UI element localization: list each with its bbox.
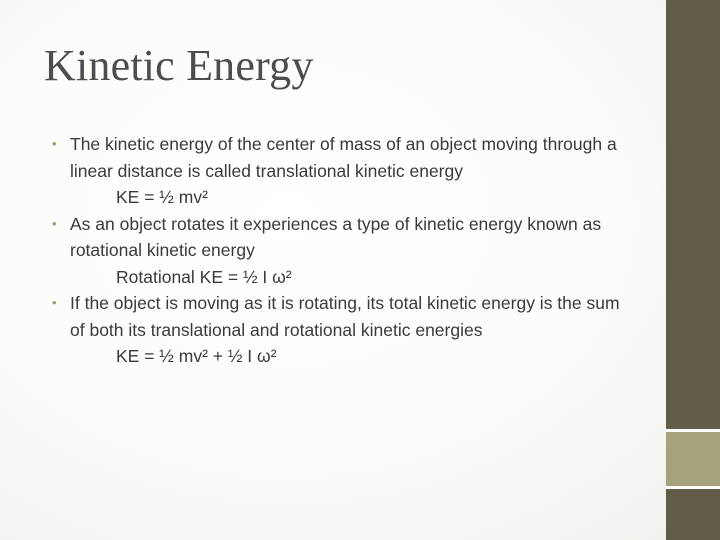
sidebar-accent-band bbox=[666, 432, 720, 486]
bullet-dot-icon: • bbox=[52, 215, 57, 231]
sidebar-divider-bottom bbox=[666, 486, 720, 489]
equation-line: KE = ½ mv² bbox=[116, 187, 208, 207]
bullet-dot-icon: • bbox=[52, 295, 57, 310]
decorative-sidebar bbox=[666, 0, 720, 540]
bullet-text: If the object is moving as it is rotating, its total kinetic energy is the sum of both its translational and rotational kinetic energies bbox=[70, 293, 620, 340]
equation-line: KE = ½ mv² + ½ I ω² bbox=[116, 346, 277, 366]
bullet-item bbox=[52, 290, 632, 343]
slide-title: Kinetic Energy bbox=[44, 41, 314, 90]
bullet-text: The kinetic energy of the center of mass of an object moving through a linear distance is called translational kinetic energy bbox=[70, 134, 617, 181]
bullet-text: As an object rotates it experiences a type of kinetic energy known as rotational kinetic energy bbox=[70, 213, 602, 260]
bullet-item bbox=[52, 131, 632, 184]
equation-line: Rotational KE = ½ I ω² bbox=[116, 266, 292, 287]
bullet-dot-icon: • bbox=[52, 136, 57, 151]
slide-body bbox=[52, 131, 632, 370]
bullet-item bbox=[52, 211, 632, 264]
